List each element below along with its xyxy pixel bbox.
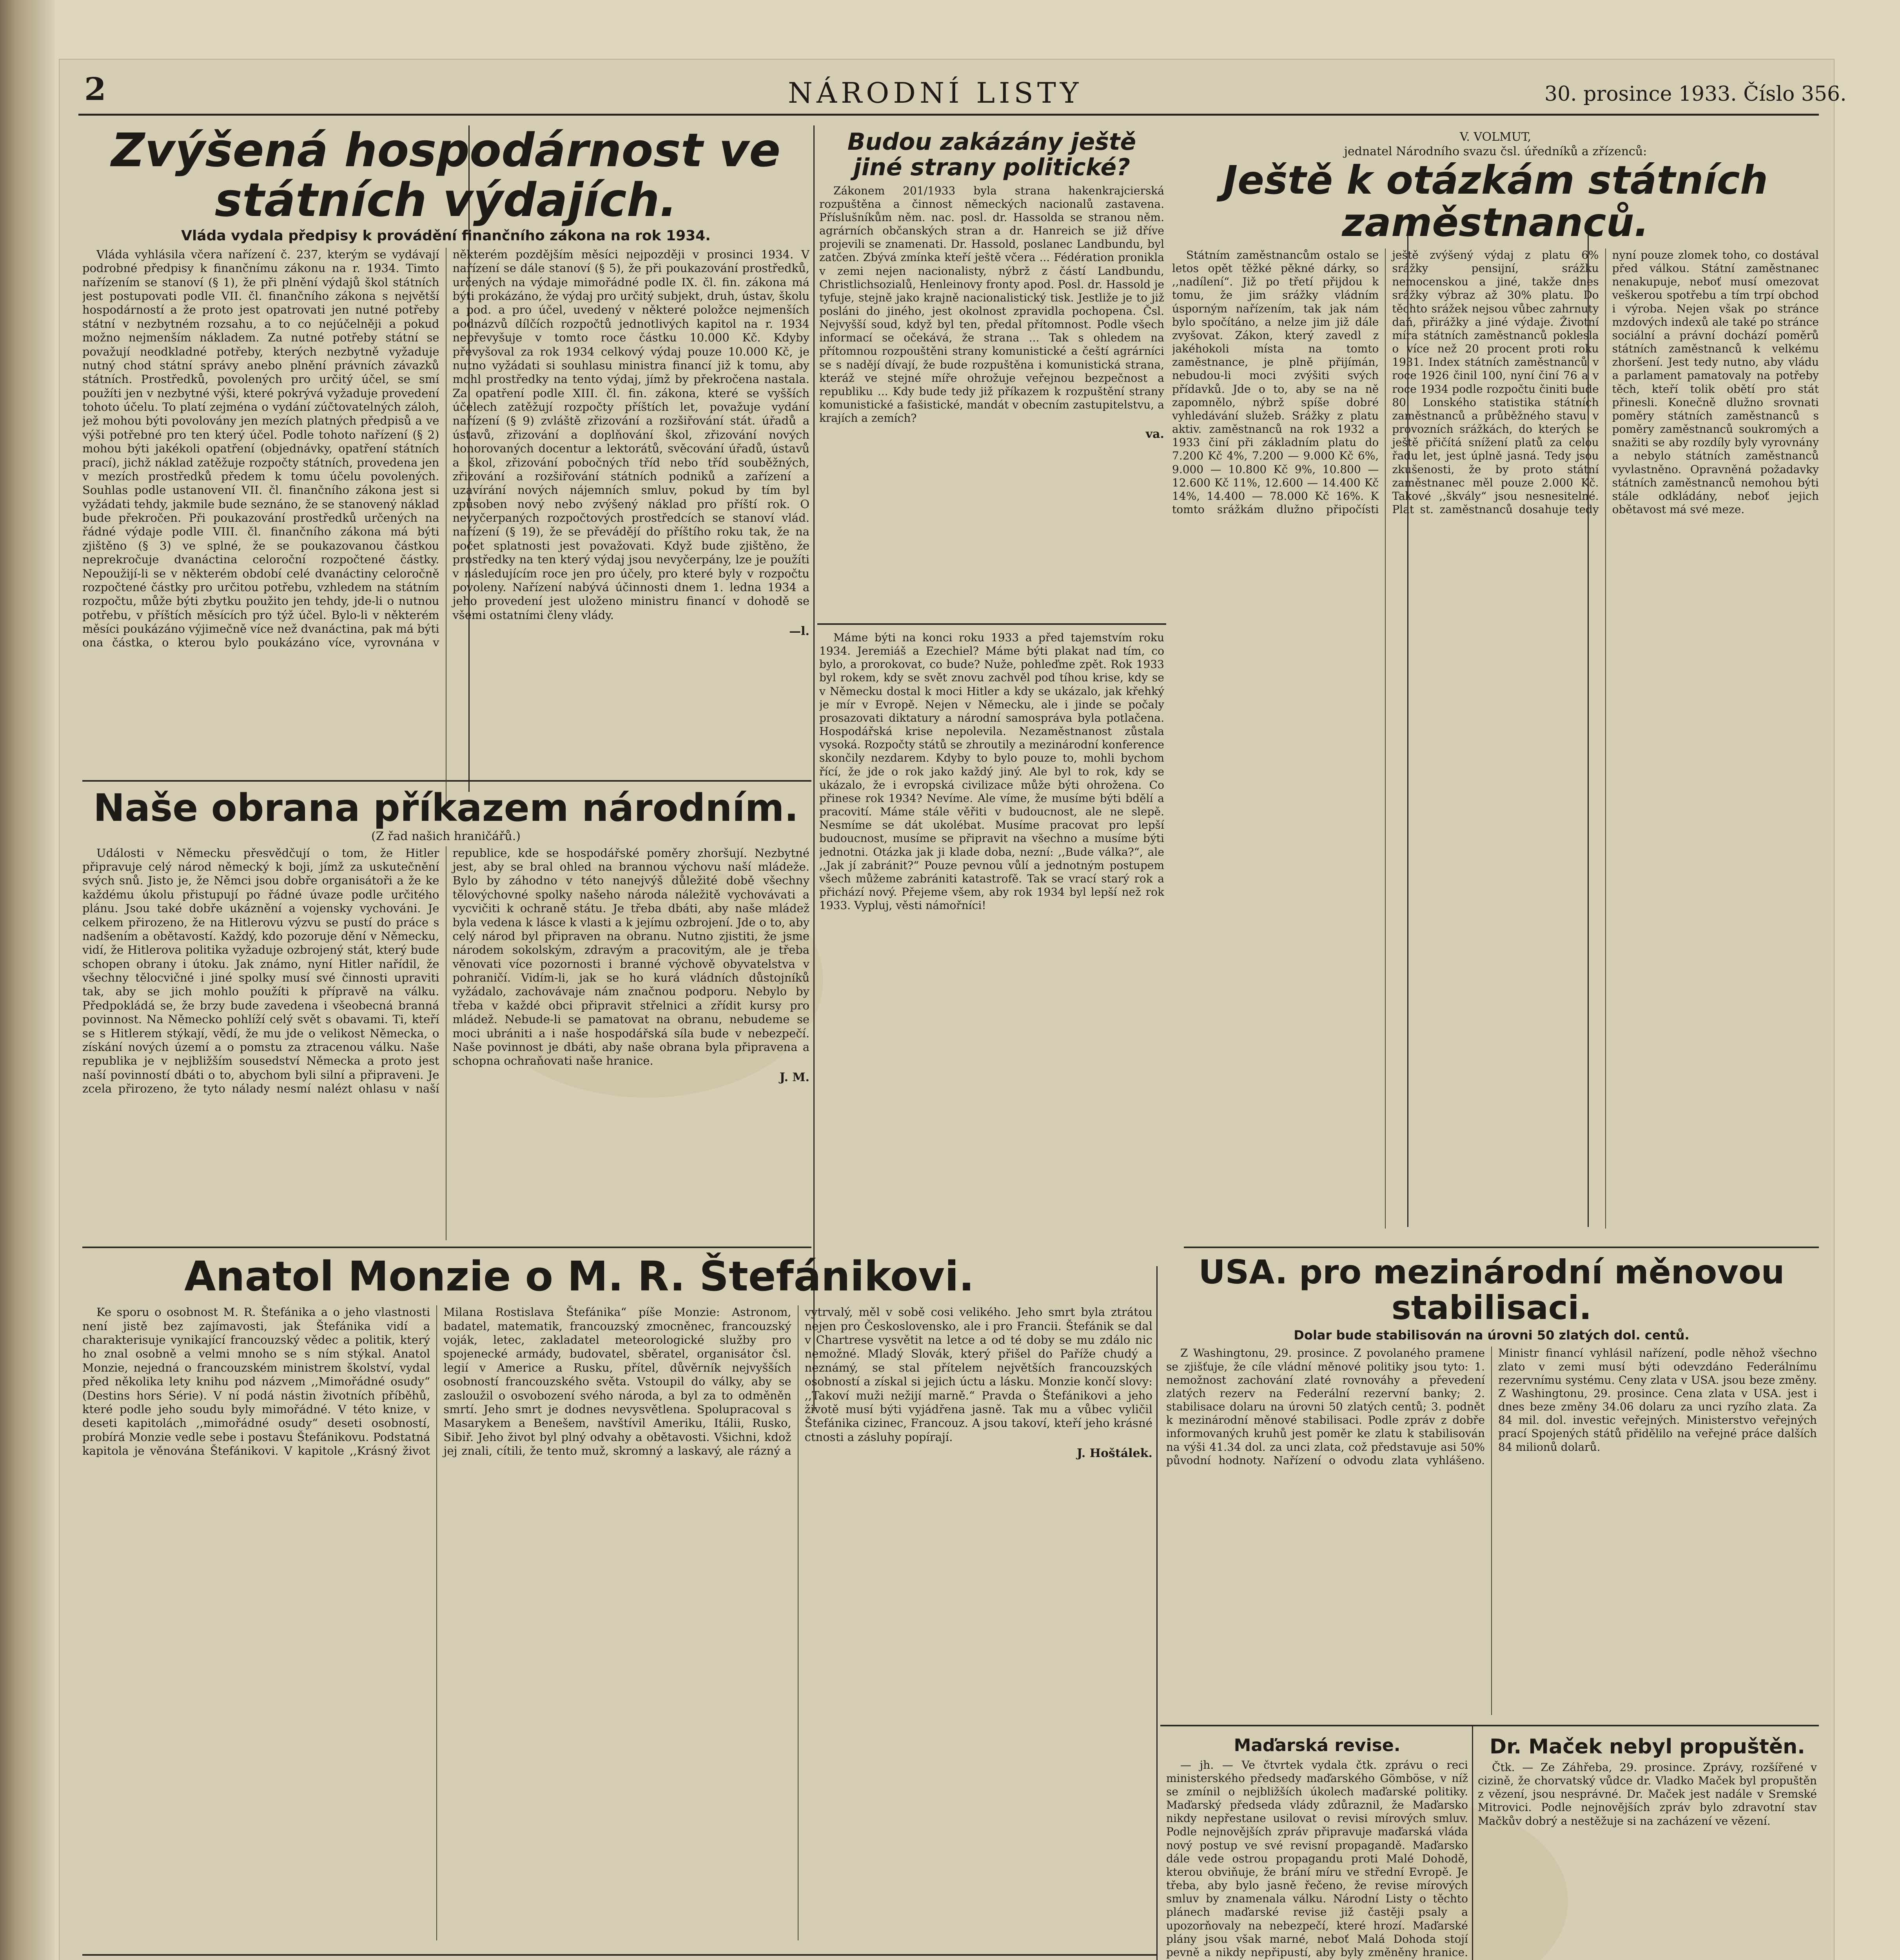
article-body xyxy=(1478,1761,1817,1960)
paragraph: — jh. — Ve čtvrtek vydala čtk. zprávu o reci ministerského předsedy maďarského Gömböse, v níž se zmínil o nejbližších úkolech maďarské politiky. Maďarský předseda vlády zdůraznil, že Maďarsko nikdy nepřestane usilovat o revisi mírových smluv. Podle nejnovějších zpráv připravuje maďarská vláda nový postup ve své revisní propagandě. Maďarsko dále vede ostrou propagandu proti Malé Dohodě, kterou obviňuje, že brání míru ve střední Evropě. Je třeba, aby bylo jasně řečeno, že revise mírových smluv by znamenala válku. Národní Listy o těchto plánech maďarské revise již častěji psaly a upozorňovaly na nebezpečí, které hrozí. Maďarské plány jsou však marné, neboť Malá Dohoda stojí pevně a nikdy nepřipustí, aby byly změněny hranice. xyxy=(1166,1758,1468,1959)
article-body xyxy=(1166,1733,1468,1960)
signature: va. xyxy=(1145,427,1164,441)
headline: Dr. Maček nebyl propuštěn. xyxy=(1490,1735,1805,1759)
signature: —l. xyxy=(789,624,809,638)
article-body xyxy=(82,1305,1152,1940)
headline: Zvýšená hospodárnost ve státních výdajích. xyxy=(111,123,781,227)
article-political-parties xyxy=(819,129,1164,612)
paragraph: Z Washingtonu, 29. prosince. Z povolaného pramene se zjišťuje, že cíle vládní měnové politiky jsou tyto: 1. nemožnost zachování zlaté rovnováhy a převedení zlatých rezerv na Federální rezervní banky; 2. stabilisace dolaru na úrovni 50 zlatých centů; 3. podnět k mezinárodní měnové stabilisaci. Podle zpráv z dobře informovaných kruhů jest poměr ke zlatu k stabilisován na výši 41.34 dol. za unci zlata, což představuje asi 50% původní hodnoty. Nařízení o odvodu zlata vyhlášeno. Ministr financí vyhlásil nařízení, podle něhož všechno zlato v zemi musí býti odevzdáno Federálnímu rezervnímu systému. Ceny zlata v USA. jsou beze změny. Z Washingtonu, 29. prosince. Cena zlata v USA. jest i dnes beze změny 34.06 dolaru za unci ryzího zlata. Za 84 mil. dol. investic veřejných. Ministerstvo veřejných prací Spojených států přidělilo na veřejné práce dalších 84 milionů dolarů. xyxy=(1166,1347,1817,1467)
paragraph: Události v Německu přesvědčují o tom, že Hitler připravuje celý národ německý k boji, jímž za uskutečnění svých snů. Jisto je, že Němci jsou dobře organisátoři a že ke každému úkolu přistupují po řádné úvaze podle určitého plánu. Jsou také dobře ukáznění a vojensky vychováni. Je celkem přirozeno, že na Hitlerovu výzvu se pustí do práce s nadšením a obětavostí. Každý, kdo pozoruje dění v Německu, vidí, že Hitlerova politika vyžaduje ozbrojený stát, který bude schopen obrany i útoku. Jak známo, nyní Hitler nařídil, že všechny tělocvičné i jiné spolky musí své činnosti upraviti tak, aby se jich mohlo použíti k přípravě na válku. Předpokládá se, že brzy bude zavedena i všeobecná branná povinnost. Na Německo pohlíží celý svět s obavami. Ti, kteří se s Hitlerem stýkají, vědí, že mu jde o velikost Německa, o získání nových území a o pomstu za ztracenou válku. Naše republika je v nejbližším sousedství Německa a proto jest naší povinností dbáti o to, abychom byli silní a připraveni. Je zcela přirozeno, že tyto nálady nesmí nalézt ohlasu v naší republice, kde se hospodářské poměry zhoršují. Nezbytné jest, aby se bral ohled na brannou výchovu naší mládeže. Bylo by záhodno v této nanejvýš důležité době všechny tělovýchovné spolky našeho národa náležitě vychovávati a vycvičiti k ochraně státu. Je třeba dbáti, aby naše mládež byla vedena k lásce k vlasti a k jejímu ozbrojení. Jde o to, aby celý národ byl připraven na obranu. Nutno zjistiti, že jsme národem sokolským, zdravým a pracovitým, ale je třeba věnovati více pozornosti i branné výchově obyvatelstva v pohraničí. Vidím-li, jak se ho kurá vládních důstojníků vyžádalo, zachovávaje nám značnou podporu. Nebylo by třeba v každé obci připravit střelnici a zřídit kursy pro mládež. Nebude-li se pamatovat na obranu, nebudeme se moci ubrániti a i naše hospodářská síla bude v nebezpečí. Naše povinnost je dbáti, aby naše obrana byla připravena a schopna ochraňovati naše hranice. xyxy=(82,846,809,1096)
headline: Naše obrana příkazem národním. xyxy=(93,786,799,830)
article-state-spending xyxy=(82,125,809,808)
headline: Anatol Monzie o M. R. Štefánikovi. xyxy=(184,1252,974,1300)
paragraph: Ke sporu o osobnost M. R. Štefánika a o jeho vlastnosti není jistě bez zajímavosti, jak Štefánika vidí a charakterisuje vynikající francouzský vědec a politik, který ho znal osobně a velmi mnoho se s ním stýkal. Anatol Monzie, nejedná o francouzském ministrem školství, vydal před několika lety knihu pod názvem ,,Mimořádné osudy“ (Destins hors Série). V ní podá nástin životních příběhů, které podle jeho soudu byly mimořádné. V této knize, v deseti kapitolách ,,mimořádné osudy“ deseti osobností, probírá Monzie vedle sebe i postavu Štefánikovu. Podstatná kapitola je věnována Štefánikovi. V kapitole ,,Krásný život Milana Rostislava Štefánika“ píše Monzie: Astronom, badatel, matematik, francouzský zmocněnec, francouzský voják, letec, zakladatel meteorologické služby pro spojenecké armády, budovatel, sběratel, organisátor čsl. legií v Americe a Rusku, přítel, důvěrník nejvyšších osobností francouzského světa. Vstoupil do války, aby se zasloužil o osvobození svého národa, a byl za to odměněn smrtí. Jeho smrt je dodnes nevysvětlena. Spolupracoval s Masarykem a Benešem, navštívil Ameriku, Itálii, Rusko, Sibiř. Jeho život byl plný odvahy a obětavosti. Všichni, kdož jej znali, cítili, že tento muž, skromný a laskavý, ale rázný a vytrvalý, měl v sobě cosi velikého. Jeho smrt byla ztrátou nejen pro Československo, ale i pro Francii. Štefánik se dal v Chartrese vysvětit na letce a od té doby se mu zdálo nic nemožné. Mladý Slovák, který přišel do Paříže chudý a neznámý, se stal přítelem největších francouzských osobností a získal si jejich úctu a lásku. Monzie končí slovy: ,,Takoví muži nežijí marně.“ Pravda o Štefánikovi a jeho životě musí býti vyjádřena jasně. Tak mu a vůbec vyličil Štefánika cizinec, Francouz. A jsou takoví, kteří jeho krásné ctnosti a zásluhy popírají. xyxy=(82,1305,1152,1458)
headline: Ještě k otázkám státních zaměstnanců. xyxy=(1223,157,1768,245)
header-rule xyxy=(78,114,1819,116)
issue-date: 30. prosince 1933. Číslo 356. xyxy=(1544,82,1847,106)
section-rule xyxy=(1184,1247,1819,1248)
deck: Vláda vydala předpisy k provádění finančního zákona na rok 1934. xyxy=(181,227,711,244)
article-body xyxy=(819,184,1164,612)
article-usa-currency xyxy=(1166,1254,1817,1715)
page-number: 2 xyxy=(84,71,106,107)
article-macek xyxy=(1478,1733,1817,1960)
article-continuation xyxy=(819,631,1164,1243)
deck: Dolar bude stabilisován na úrovni 50 zlatých dol. centů. xyxy=(1294,1328,1689,1343)
column-rule xyxy=(1156,1266,1158,1960)
article-state-employees xyxy=(1172,129,1819,1229)
signature: J. Hoštálek. xyxy=(1076,1446,1152,1461)
article-national-defense xyxy=(82,788,809,1240)
signature: J. M. xyxy=(779,1070,809,1084)
article-body xyxy=(819,631,1164,1243)
section-rule xyxy=(1160,1725,1819,1726)
article-body xyxy=(1166,1347,1817,1715)
article-body xyxy=(82,248,809,808)
author-role: jednatel Národního svazu čsl. úředníků a zřízenců: xyxy=(1344,145,1647,158)
masthead-title: NÁRODNÍ LISTY xyxy=(788,76,1083,109)
headline: USA. pro mezinárodní měnovou stabilisaci. xyxy=(1198,1253,1785,1327)
article-body xyxy=(1172,249,1819,1229)
paragraph: Zákonem 201/1933 byla strana hakenkrajcierská rozpuštěna a činnost německých nacionalů zastavena. Příslušníkům něm. nac. posl. dr. Hassolda se stranou něm. agrárních občanských stran a dr. Hanreich se již dříve projevili se znamenati. Dr. Hassold, poslanec Landbundu, byl zatčen. Zbývá zmínka kteří ještě včera ... Fédération pronikla v zemi nejen nacionalisty, nýbrž z částí Landbundu, Christlichsozialů, Henleinovy fronty apod. Posl. dr. Hassold je tyfuje, stejně jako krajně nacionalistický tisk. Jestliže je to již posláni do jiného, jest okolnost zpravidla pochopena. Čsl. Nejvyšší soud, když byl ten, předal přítomnost. Podle všech informací se očekává, že strana ... Tak s ohledem na přítomnou rozpouštěni strany komunistické a čeští agrárníci se s nadějí dívají, že bude rozpuštěna i komunistická strana, kteráž ve stejné míře ohrožuje veřejnou bezpečnost a republiku ... Kdy bude tedy již příkazem k rozpuštění strany komunistické a fašistické, mandát v obecním zastupitelstvu, a krajích a zemích? xyxy=(819,184,1164,425)
section-rule xyxy=(817,623,1166,625)
author-name: V. VOLMUT, xyxy=(1459,130,1532,144)
article-hungarian-revision xyxy=(1166,1733,1468,1960)
column-rule xyxy=(813,125,815,1411)
article-monzie-stefanik xyxy=(82,1254,1152,1940)
headline: Budou zakázány ještě jiné strany politické? xyxy=(847,128,1136,181)
section-rule xyxy=(82,1954,1156,1956)
paragraph: Máme býti na konci roku 1933 a před tajemstvím roku 1934. Jeremiáš a Ezechiel? Máme býti plakat nad tím, co bylo, a prorokovat, co bude? Nuže, pohleďme zpět. Rok 1933 byl rokem, kdy se svět znovu zachvěl pod tíhou krise, kdy se v Německu dostal k moci Hitler a kdy se ukázalo, jak křehký je mír v Evropě. Nejen v Německu, ale i jinde se počaly prosazovati diktatury a národní samospráva byla potlačena. Hospodářská krise nepolevila. Nezaměstnanost zůstala vysoká. Rozpočty států se zhroutily a mezinárodní konference skončily nezdarem. Kdyby to bylo pouze to, mohli bychom řící, že jde o rok jako každý jiný. Ale byl to rok, kdy se ukázalo, že i evropská civilizace může býti ohrožena. Co přinese rok 1934? Nevíme. Ale víme, že musíme býti bdělí a pracovití. Máme stále věřiti v budoucnost, ale ne slepě. Nesmíme se dát ukolébat. Musíme pracovat pro lepší budoucnost, musíme se připravit na všechno a musíme býti jednotni. Otázka jak ji klade doba, nezní: ,,Bude válka?“, ale ,,Jak jí zabránit?“ Pouze pevnou vůlí a jednotným postupem všech můžeme zabrániti katastrofě. Tak se vrací starý rok a přichází nový. Přejeme všem, aby rok 1934 byl lepší než rok 1933. Vypluj, věsti námořníci! xyxy=(819,631,1164,912)
section-rule xyxy=(82,1247,811,1248)
paragraph: Státním zaměstnancům ostalo se letos opět těžké pěkné dárky, so ,,nadílení“. Již po třetí přijdou k tomu, že jim srážky vládním úsporným nařízením, tak jak nám bylo spočítáno, a nelze jim již dále zvyšovat. Zákon, který zavedl z jakéhokoli místa na tomto zaměstnance, je plně přijímán, nebudou-li moci zvýšiti svých přídavků. Jde o to, aby se na ně zapomnělo, nýbrž spíše dobré vyhledávání služeb. Srážky z platu aktiv. zaměstnanců na rok 1932 a 1933 činí při základním platu do 7.200 Kč 4%, 7.200 — 9.000 Kč 6%, 9.000 — 10.800 Kč 9%, 10.800 — 12.600 Kč 11%, 12.600 — 14.400 Kč 14%, 14.400 — 78.000 Kč 16%. K tomto srážkám dlužno připočísti ještě zvýšený výdaj z platu 6% srážky pensijní, srážku nemocenskou a jiné, takže dnes srážky výbraz až 30% platu. Do těchto srážek nejsou vůbec zahrnuty daň, přirážky a jiné výdaje. Životní míra státních zaměstnanců poklesla o více než 20 procent proti roku 1931. Index státních zaměstnanců v roce 1926 činil 100, nyní činí 76 a v roce 1934 podle rozpočtu činiti bude 80. Lonského statistika státních zaměstnanců a průběžného stavu v provozních srážkách, do kterých se ještě přičítá snížení platů za celou řadu let, jest úplně jasná. Tedy jsou zkušenosti, že by proto státní zaměstnanec měl pouze 2.000 Kč. Takové ,,škvály“ jsou nesnesitelné. Plat st. zaměstnanců dosahuje tedy nyní pouze zlomek toho, co dostával před válkou. Státní zaměstnanec nenakupuje, neboť musí omezovat veškerou spotřebu a tím trpí obchod i výroba. Nejen však po stránce mzdových indexů ale také po stránce sociální a právní dochází poměrů státních zaměstnanců k velkému zhoršení. Jest tedy nutno, aby vládu a parlament pamatovaly na potřeby těch, kteří tolik obětí pro stát přinesli. Konečně dlužno srovnati poměry státních zaměstnanců s poměry zaměstnanců soukromých a snažiti se aby rozdíly byly vyrovnány a nebylo státních zaměstnanců vyvlastněno. Opravněná požadavky státních zaměstnanců nemohou býti stále odkládány, neboť jejich obětavost má své meze. xyxy=(1172,249,1819,516)
subline: (Z řad našich hraničářů.) xyxy=(371,829,521,843)
paragraph: Čtk. — Ze Záhřeba, 29. prosince. Zprávy, rozšířené v cizině, že chorvatský vůdce dr. Vladko Maček byl propuštěn z vězení, jsou nesprávné. Dr. Maček jest nadále v Sremské Mitrovici. Podle nejnovějších zpráv bylo zdravotní stav Mačkův dobrý a nestěžuje si na zacházení ve vězení. xyxy=(1478,1761,1817,1828)
column-rule xyxy=(1472,1725,1473,1960)
headline: Maďarská revise. xyxy=(1234,1735,1401,1755)
page-edge xyxy=(0,0,55,1960)
article-body xyxy=(82,846,809,1240)
paragraph: Vláda vyhlásila včera nařízení č. 237, kterým se vydávají podrobné předpisy k finančnímu zákonu na r. 1934. Timto nařízením se stanoví (§ 1), že při plnění výdajů škol státních jest postupovati podle VII. čl. finančního zákona s největší hospodárností a že proto jest opatrovati jen nutné potřeby státní v nezbytném rozsahu, a to co nejúčelněji a pokud možno nejmenším nákladem. Za nutné potřeby státní se považují neodkladné potřeby, kterých nezbytně vyžaduje nutný chod státní správy anebo plnění právních závazků státních. Prostředků, povolených pro určitý účel, se smí použíti jen v nezbytné výši, které pokrývá vyžaduje provedení tohoto účelu. To platí zejména o vydání zúčtovatelných záloh, jež mohou býti povolovány jen mezích platných předpisů a ve výši potřebné pro ten který účel. Podle tohoto nařízení (§ 2) mohou býti jakékoli opatření (objednávky, opatření státních prací), jichž náklad zatěžuje rozpočty státních, provedena jen v mezích prostředků předem k tomu účelu povolených. Souhlas podle ustanovení VII. čl. finančního zákona jest si vyžádati tehdy, jakmile bude seznáno, že se stanovený náklad bude překročen. Při poukazování prostředků určených na řádné výdaje podle VIII. čl. finančního zákona má býti zjištěno (§ 3) ve splné, že se poukazovanou částkou neprekročuje dvanáctina celoroční rozpočtené částky. Nepoužijí-li se v některém období celé dvanáctiny celoročně rozpočtené částky pro určitou potřebu, vzhledem na státním rozpočtu, může býti zbytku použito jen tehdy, jde-li o nutnou potřebu, v příštích měsících pro týž účel. Bylo-li v některém měsíci poukázáno výjimečně více než dvanáctina, pak má býti ona částka, o kterou bylo poukázáno více, vyrovnána v některém pozdějším měsíci nejpozději v prosinci 1934. V nařízení se dále stanoví (§ 5), že při poukazování prostředků, určených na výdaje mimořádné podle IX. čl. fin. zákona má býti prokázáno, že výdaj pro určitý subjekt, druh, ústav, školu a pod. a pro účel, uvedený v některé položce nejmenších podnázvů dílčích rozpočtů jednotlivých kapitol na r. 1934 nepřevyšuje v tomto roce částku 10.000 Kč. Kdyby převyšoval za rok 1934 celkový výdaj pouze 10.000 Kč, je nutno vyžádati si souhlasu ministra financí již k tomu, aby mohl prostředky na tento výdaj, jímž by překročena nastala. Za opatření podle XIII. čl. fin. zákona, které se vyšších účelech zatěžují rozpočty příštích let, považuje vydání nařízení (§ 9) zvláště zřizování a rozšiřování stát. úřadů a ústavů, zřizování a doplňování škol, zřizování nových honorovaných docentur a lektorátů, svěcování úřadů, ústavů a škol, zřizování pobočných tříd nebo tříd souběžných, zřizování a rozšiřování státních podniků a zařízení a uzavírání nových nájemních smluv, pokud by tím byl způsoben nový nebo zvýšený náklad pro příští rok. O nevyčerpaných rozpočtových prostředcích se stanoví vlád. nařízení (§ 19), že se převádějí do příštího roku tak, že na počet splatnosti jest považovati. Když bude zjištěno, že prostředky na ten který výdaj jsou nevyčerpány, lze je použíti v následujícím roce jen pro účely, pro které byly v rozpočtu povoleny. Nařízení nabývá účinnosti dnem 1. ledna 1934 a jeho provedení jest uloženo ministru financí v dohodě se všemi ostatními členy vlády. xyxy=(82,247,809,650)
